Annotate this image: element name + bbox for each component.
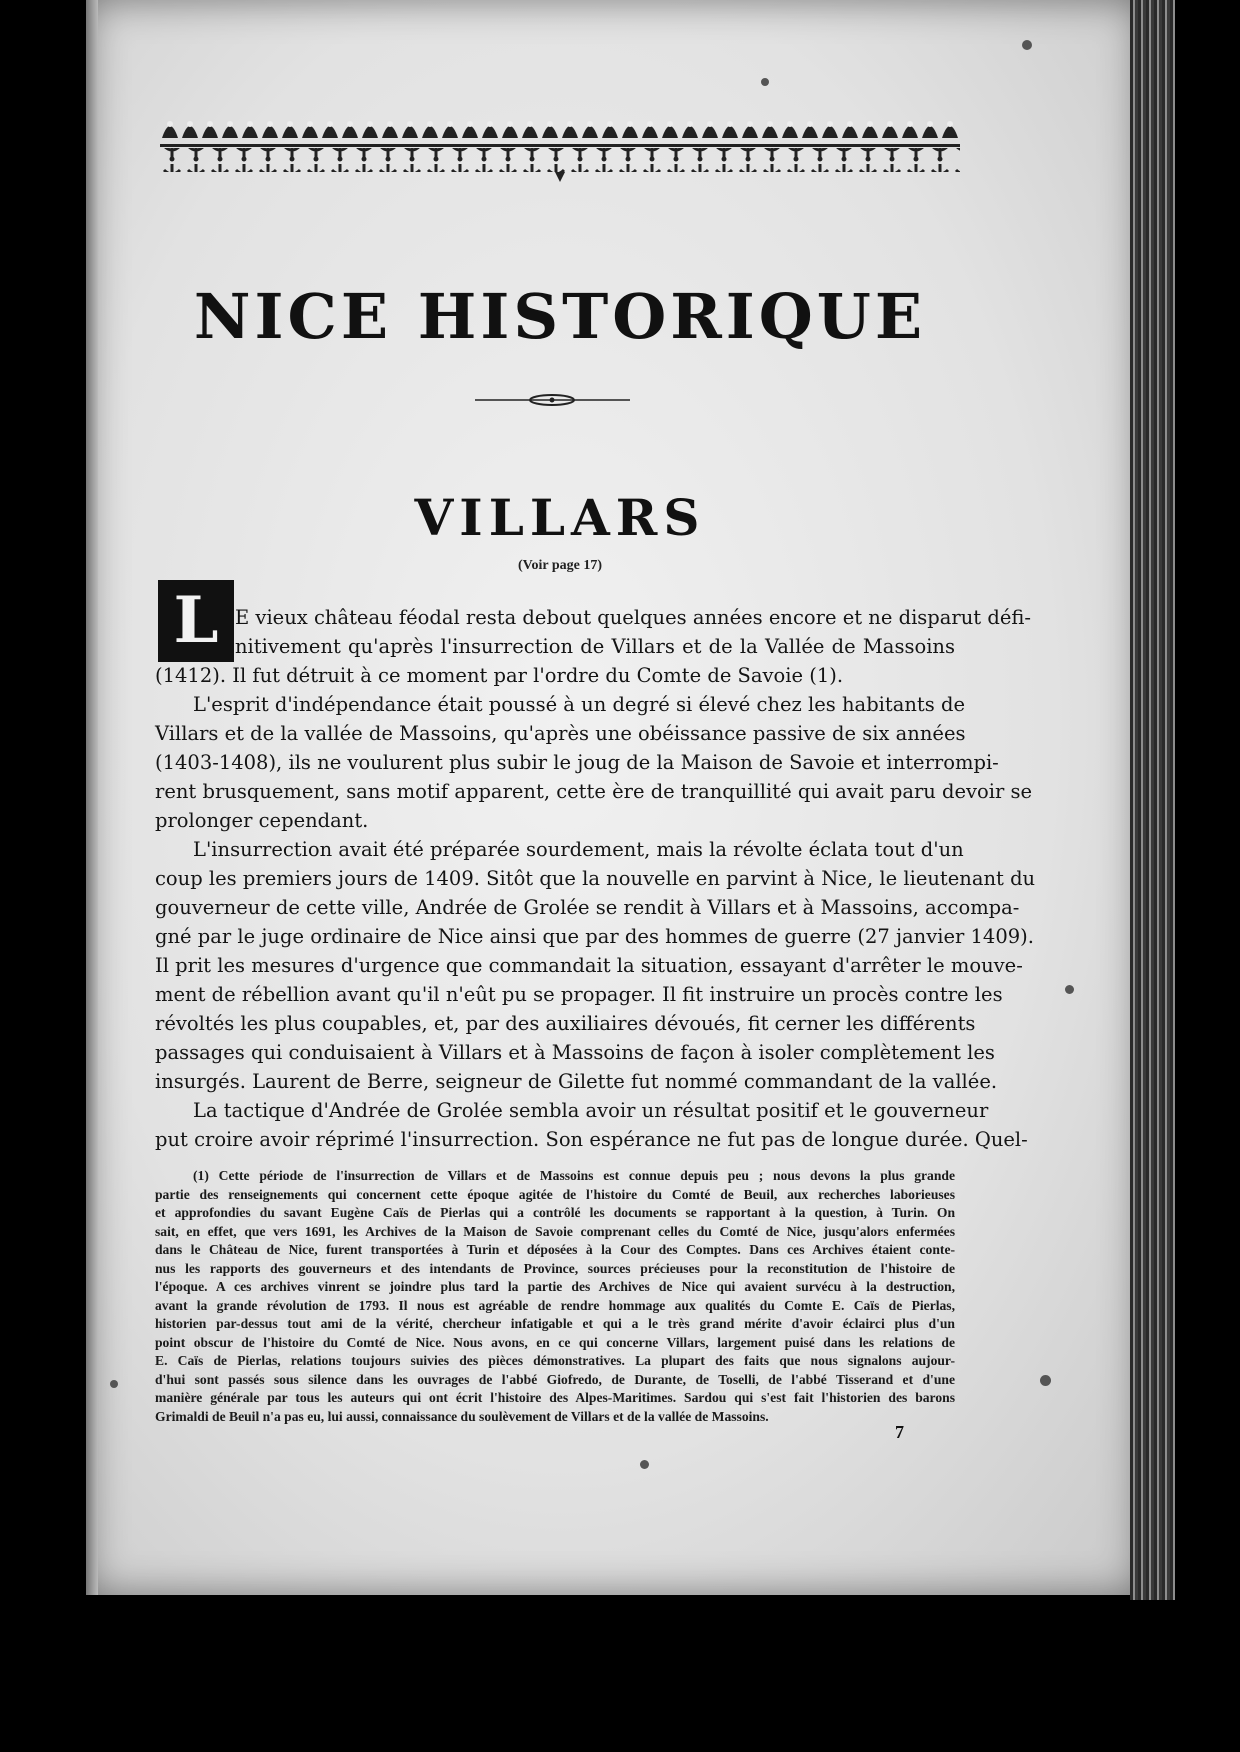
- footnote-line: (1) Cette période de l'insurrection de Villars et de Massoins est connue depuis peu ; nous devons la plus grande: [193, 1168, 955, 1183]
- title-divider: [475, 393, 630, 407]
- drop-cap-letter: L: [173, 583, 219, 658]
- body-line: Il prit les mesures d'urgence que commandait la situation, essayant d'arrêter le mouve-: [155, 954, 1023, 977]
- body-line: nitivement qu'après l'insurrection de Villars et de la Vallée de Massoins: [235, 635, 955, 658]
- body-line: Villars et de la vallée de Massoins, qu'après une obéissance passive de six années: [155, 722, 966, 745]
- speck: [1022, 40, 1032, 50]
- footnote: [155, 1167, 955, 1426]
- body-line: rent brusquement, sans motif apparent, cette ère de tranquillité qui avait paru devoir se: [155, 780, 1033, 803]
- body-line: (1412). Il fut détruit à ce moment par l'ordre du Comte de Savoie (1).: [155, 664, 844, 687]
- body-line: révoltés les plus coupables, et, par des auxiliaires dévoués, fit cerner les différents: [155, 1012, 976, 1035]
- body-line: E vieux château féodal resta debout quelques années encore et ne disparut défi-: [235, 606, 1031, 629]
- decorative-ornament-band: [160, 114, 960, 184]
- speck: [1040, 1375, 1051, 1386]
- body-line: prolonger cependant.: [155, 809, 369, 832]
- footnote-line: Grimaldi de Beuil n'a pas eu, lui aussi, connaissance du soulèvement de Villars et de la vallée de Massoins.: [155, 1408, 769, 1424]
- body-line: ment de rébellion avant qu'il n'eût pu se propager. Il fit instruire un procès contre les: [155, 983, 1003, 1006]
- footnote-line: nus les rapports des gouverneurs et des intendants de Province, sources précieuses pour la reconstitution de l'histoire de: [155, 1260, 955, 1276]
- body-line: put croire avoir réprimé l'insurrection. Son espérance ne fut pas de longue durée. Quel-: [155, 1128, 1028, 1151]
- book-page-edges: [1130, 0, 1175, 1600]
- body-line: insurgés. Laurent de Berre, seigneur de Gilette fut nommé commandant de la vallée.: [155, 1070, 998, 1093]
- footnote-line: point obscur de l'histoire du Comté de Nice. Nous avons, en ce qui concerne Villars, largement puisé dans les relations de: [155, 1334, 955, 1350]
- speck: [761, 78, 769, 86]
- body-line: passages qui conduisaient à Villars et à Massoins de façon à isoler complètement les: [155, 1041, 995, 1064]
- page-reference: (Voir page 17): [518, 558, 602, 573]
- speck: [110, 1380, 118, 1388]
- footnote-line: l'époque. A ces archives vinrent se joindre plus tard la partie des Archives de Nice qui avaient survécu à la destruction,: [155, 1279, 955, 1294]
- body-line: gouverneur de cette ville, Andrée de Grolée se rendit à Villars et à Massoins, accompa-: [155, 896, 1020, 919]
- body-line: L'esprit d'indépendance était poussé à un degré si élevé chez les habitants de: [193, 693, 965, 716]
- footnote-line: manière générale par tous les auteurs qui ont écrit l'histoire des Alpes-Maritimes. Sardou qui s'est fait l'historien des barons: [155, 1390, 955, 1405]
- speck: [1065, 985, 1074, 994]
- body-line: L'insurrection avait été préparée sourdement, mais la révolte éclata tout d'un: [193, 838, 964, 861]
- footnote-line: sait, en effet, que vers 1691, les Archives de la Maison de Savoie comprenant celles du Comté de Nice, jusqu'alors enfermées: [155, 1223, 955, 1239]
- body-line: (1403-1408), ils ne voulurent plus subir le joug de la Maison de Savoie et interrompi-: [155, 751, 999, 774]
- body-line: coup les premiers jours de 1409. Sitôt que la nouvelle en parvint à Nice, le lieutenant du: [155, 867, 1036, 890]
- footnote-line: historien par-dessus tout ami de la vérité, chercheur infatigable et qui a le très grand mérite d'avoir éclairci plus d'un: [155, 1316, 955, 1331]
- body-line: gné par le juge ordinaire de Nice ainsi que par des hommes de guerre (27 janvier 1409).: [155, 925, 1034, 948]
- footnote-line: avant la grande révolution de 1793. Il nous est agréable de rendre hommage aux qualités du Comte E. Caïs de Pierlas,: [155, 1297, 955, 1313]
- section-title: VILLARS: [414, 488, 706, 547]
- page-left-edge: [86, 0, 98, 1595]
- page-number: 7: [895, 1422, 904, 1442]
- footnote-line: d'hui sont passés sous silence dans les ouvrages de l'abbé Giofredo, de Durante, de Toselli, de l'abbé Tisserand et d'une: [155, 1371, 955, 1387]
- footnote-line: partie des renseignements qui concernent cette époque agitée de l'histoire du Comté de Beuil, aux recherches laborieuses: [155, 1186, 955, 1202]
- footnote-line: E. Caïs de Pierlas, relations toujours suivies des pièces démonstratives. La plupart des faits que nous signalons aujour-: [155, 1353, 955, 1368]
- page-title: NICE HISTORIQUE: [193, 280, 927, 353]
- footnote-line: et approfondies du savant Eugène Caïs de Pierlas qui a contrôlé les documents se rapportant à la question, à Turin. On: [155, 1205, 955, 1220]
- footnote-line: dans le Château de Nice, furent transportées à Turin et déposées à la Cour des Comptes. Dans ces Archives étaient conte-: [155, 1242, 955, 1257]
- body-text: [155, 603, 1036, 1154]
- speck: [640, 1460, 649, 1469]
- body-line: La tactique d'Andrée de Grolée sembla avoir un résultat positif et le gouverneur: [193, 1099, 989, 1122]
